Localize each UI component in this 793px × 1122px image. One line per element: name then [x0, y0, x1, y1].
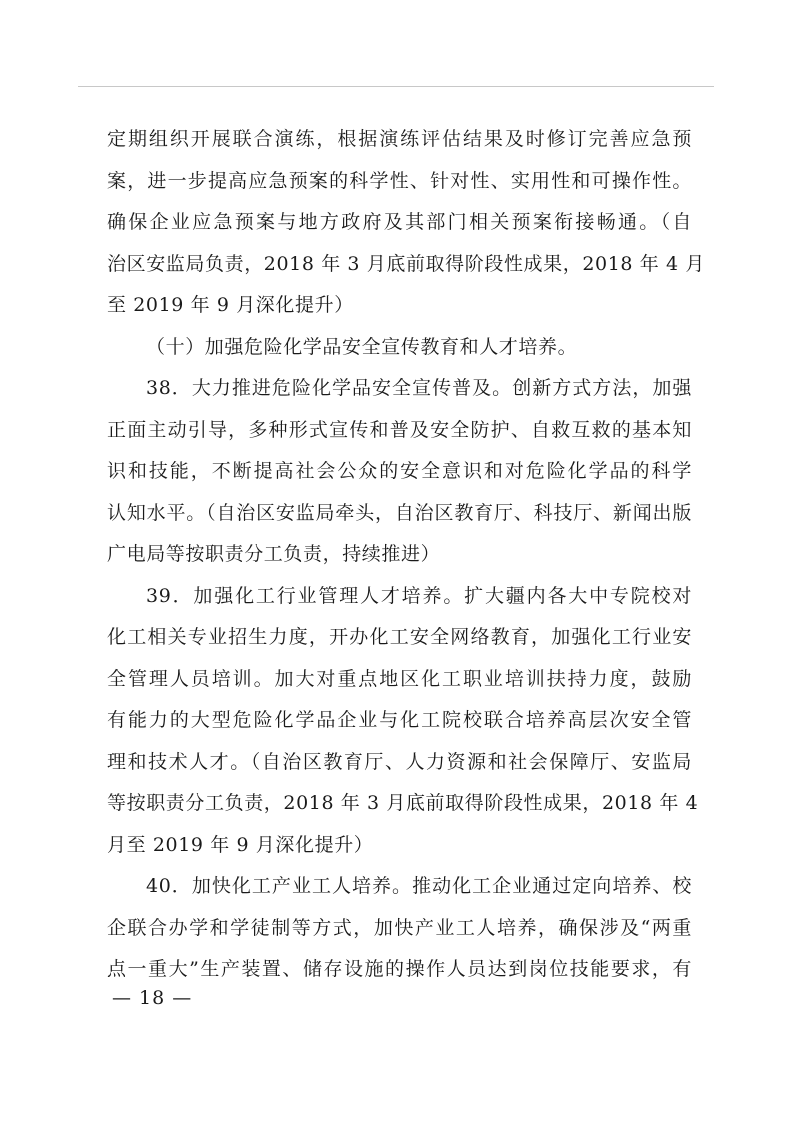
- paragraph-line: 正面主动引导，多种形式宣传和普及安全防护、自救互救的基本知: [107, 419, 692, 441]
- paragraph-line: 点一重大”生产装置、储存设施的操作人员达到岗位技能要求，有: [107, 958, 692, 980]
- paragraph-line: 定期组织开展联合演练，根据演练评估结果及时修订完善应急预: [107, 128, 692, 150]
- paragraph-line: 39．加强化工行业管理人才培养。扩大疆内各大中专院校对: [146, 585, 692, 607]
- paragraph-line: 等按职责分工负责，2018 年 3 月底前取得阶段性成果，2018 年 4: [107, 792, 699, 814]
- paragraph-line: 确保企业应急预案与地方政府及其部门相关预案衔接畅通。（自: [107, 211, 692, 233]
- paragraph-line: 40．加快化工产业工人培养。推动化工企业通过定向培养、校: [146, 875, 692, 897]
- paragraph-line: 企联合办学和学徒制等方式，加快产业工人培养，确保涉及“两重: [107, 917, 692, 939]
- paragraph-line: 认知水平。（自治区安监局牵头，自治区教育厅、科技厅、新闻出版: [107, 502, 692, 524]
- paragraph-line: 全管理人员培训。加大对重点地区化工职业培训扶持力度，鼓励: [107, 668, 692, 690]
- paragraph-line: 理和技术人才。（自治区教育厅、人力资源和社会保障厅、安监局: [107, 751, 692, 773]
- paragraph-line: 治区安监局负责，2018 年 3 月底前取得阶段性成果，2018 年 4 月: [107, 253, 705, 275]
- section-heading: （十）加强危险化学品安全宣传教育和人才培养。: [146, 336, 578, 358]
- paragraph-line: 38．大力推进危险化学品安全宣传普及。创新方式方法，加强: [146, 377, 692, 399]
- header-rule: [78, 86, 714, 87]
- page-number: — 18 —: [112, 987, 193, 1009]
- paragraph-line: 识和技能，不断提高社会公众的安全意识和对危险化学品的科学: [107, 460, 692, 482]
- paragraph-line: 有能力的大型危险化学品企业与化工院校联合培养高层次安全管: [107, 709, 692, 731]
- paragraph-line: 案，进一步提高应急预案的科学性、针对性、实用性和可操作性。: [107, 170, 692, 192]
- paragraph-line: 月至 2019 年 9 月深化提升）: [107, 834, 374, 856]
- paragraph-line: 至 2019 年 9 月深化提升）: [107, 294, 354, 316]
- paragraph-line: 化工相关专业招生力度，开办化工安全网络教育，加强化工行业安: [107, 626, 692, 648]
- paragraph-line: 广电局等按职责分工负责，持续推进）: [107, 543, 441, 565]
